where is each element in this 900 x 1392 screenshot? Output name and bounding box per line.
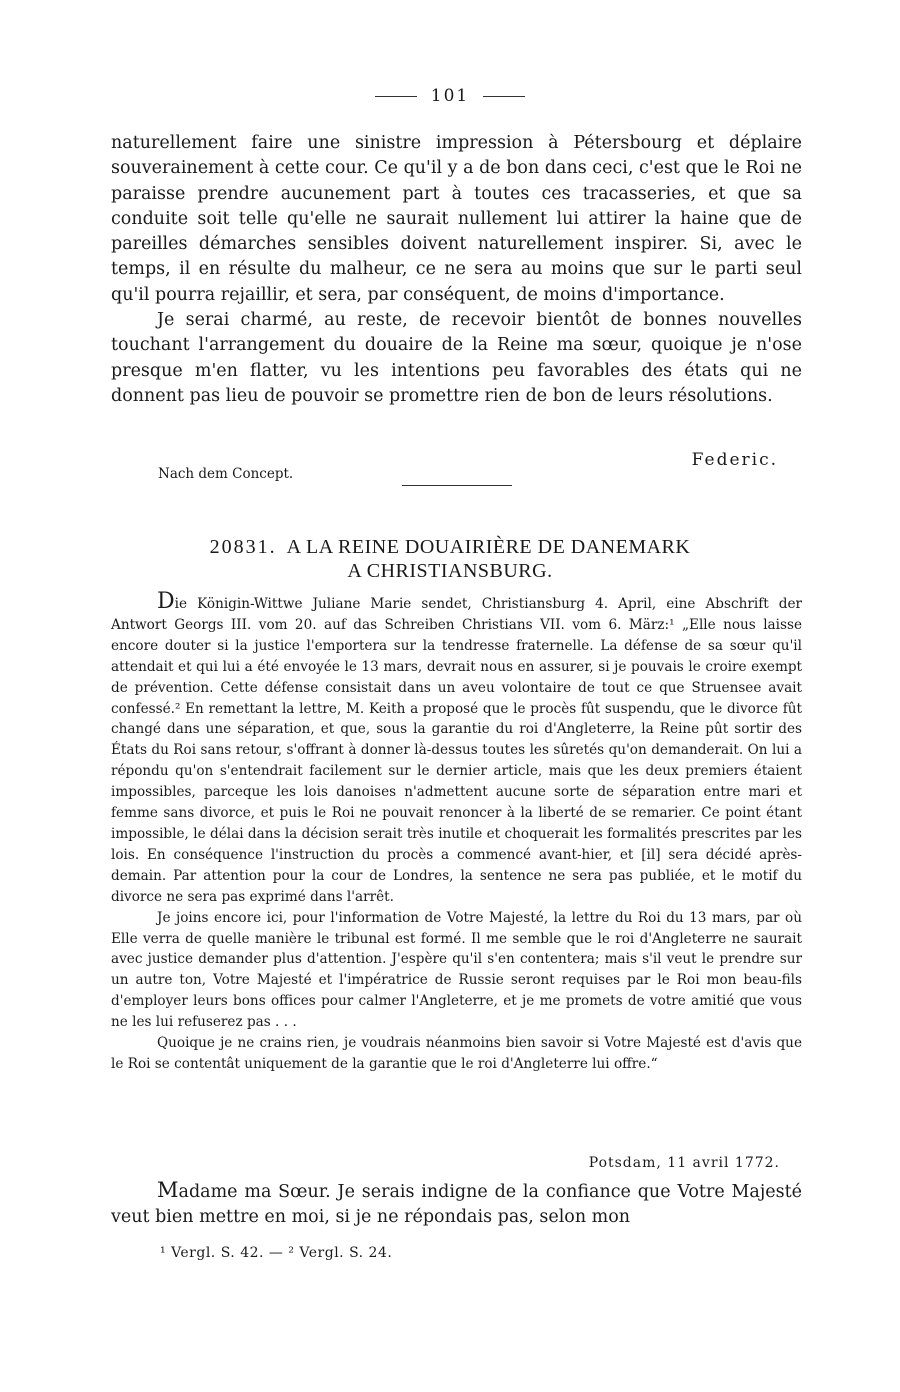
- section-separator: [402, 485, 512, 486]
- signature: Federic.: [691, 450, 778, 470]
- letter-heading-line1: [0, 535, 900, 559]
- source-note: Nach dem Concept.: [158, 466, 294, 482]
- summary-paragraph-2: Je joins encore ici, pour l'information de Votre Majesté, la lettre du Roi du 13 mars, par où Elle verra de quelle manière le tribunal est formé. Il me semble que le roi d'Angleterre ne saurait avec justice demander plus d'attention. J'espère qu'il s'en contentera; mais s'il veut le prendre sur un autre ton, Votre Majesté et l'impératrice de Russie seront requises par le Roi mon beau-fils d'employer leurs bons offices pour calmer l'Angleterre, et je me promets de votre amitié que vous ne les lui refuserez pas . . .: [111, 909, 802, 1031]
- top-text-block: [111, 131, 802, 409]
- date-line: Potsdam, 11 avril 1772.: [588, 1155, 780, 1171]
- summary-text-1: ie Königin-Wittwe Juliane Marie sendet, Christiansburg 4. April, eine Abschrift der Antwort Georgs III. vom 20. auf das Schreiben Christians VII. vom 6. März:¹ „Elle nous laisse encore douter si la justice l'emportera sur la tendresse fraternelle. La défense de sa sœur qu'il attendait et qui lui a été envoyée le 13 mars, devrait nous en assurer, si je pouvais le croire exempt de prévention. Cette défense consistait dans un aveu volontaire de tout ce que Struensee avait confessé.² En remettant la lettre, M. Keith a proposé que le procès fût suspendu, que le divorce fût changé dans une séparation, et que, sous la garantie du roi d'Angleterre, la Reine pût sortir des États du Roi sans retour, s'offrant à donner là-dessus toutes les sûretés qu'on demanderait. On lui a répondu qu'on s'entendrait facilement sur le dernier article, mais que les deux premiers étaient impossibles, parceque les lois danoises n'admettent aucune sorte de séparation entre mari et femme sans divorce, et puis le Roi ne pouvait renoncer à la liberté de se remarier. Ce point étant impossible, le délai dans la décision serait très inutile et choquerait les formalités prescrites par les lois. En conséquence l'instruction du procès a commencé avant-hier, et [il] sera décidé après-demain. Par attention pour la cour de Londres, la sentence ne sera pas publiée, et le motif du divorce ne sera pas exprimé dans l'arrêt.: [111, 596, 802, 905]
- letter-paragraph: [111, 1178, 802, 1231]
- summary-paragraph-1: [111, 589, 802, 908]
- letter-text: adame ma Sœur. Je serais indigne de la confiance que Votre Majesté veut bien mettre en moi, si je ne répondais pas, selon mon: [111, 1182, 802, 1228]
- header-rule-left: [375, 96, 417, 97]
- letter-number: 20831.: [209, 536, 277, 558]
- footnotes: ¹ Vergl. S. 42. — ² Vergl. S. 24.: [160, 1245, 393, 1261]
- letter-title-line2: A CHRISTIANSBURG.: [347, 560, 553, 582]
- page-number: 101: [430, 86, 470, 106]
- top-paragraph: naturellement faire une sinistre impression à Pétersbourg et déplaire souverainement à cette cour. Ce qu'il y a de bon dans ceci, c'est que le Roi ne paraisse prendre aucunement part à toutes ces tracasseries, et que sa conduite soit telle qu'elle ne saurait nullement lui attirer la haine que de pareilles démarches sensibles doivent naturellement inspirer. Si, avec le temps, il en résulte du malheur, ce ne sera au moins que sur le parti seul qu'il pourra rejaillir, et sera, par conséquent, de moins d'importance.: [111, 133, 802, 305]
- letter-title-line1: A LA REINE DOUAIRIÈRE DE DANEMARK: [286, 536, 691, 558]
- header-rule-right: [483, 96, 525, 97]
- letter-dropcap: M: [157, 1178, 179, 1202]
- second-paragraph: Je serai charmé, au reste, de recevoir bientôt de bonnes nouvelles touchant l'arrangement du douaire de la Reine ma sœur, quoique je n'ose presque m'en flatter, vu les intentions peu favorables des états qui ne donnent pas lieu de pouvoir se promettre rien de bon de leurs résolutions.: [111, 310, 802, 406]
- summary-dropcap: D: [157, 589, 175, 614]
- page-header: [0, 86, 900, 106]
- summary-block: [111, 589, 802, 1075]
- summary-paragraph-3: Quoique je ne crains rien, je voudrais néanmoins bien savoir si Votre Majesté est d'avis que le Roi se contentât uniquement de la garantie que le roi d'Angleterre lui offre.“: [111, 1035, 802, 1072]
- letter-block: [111, 1178, 802, 1231]
- letter-heading: [0, 535, 900, 583]
